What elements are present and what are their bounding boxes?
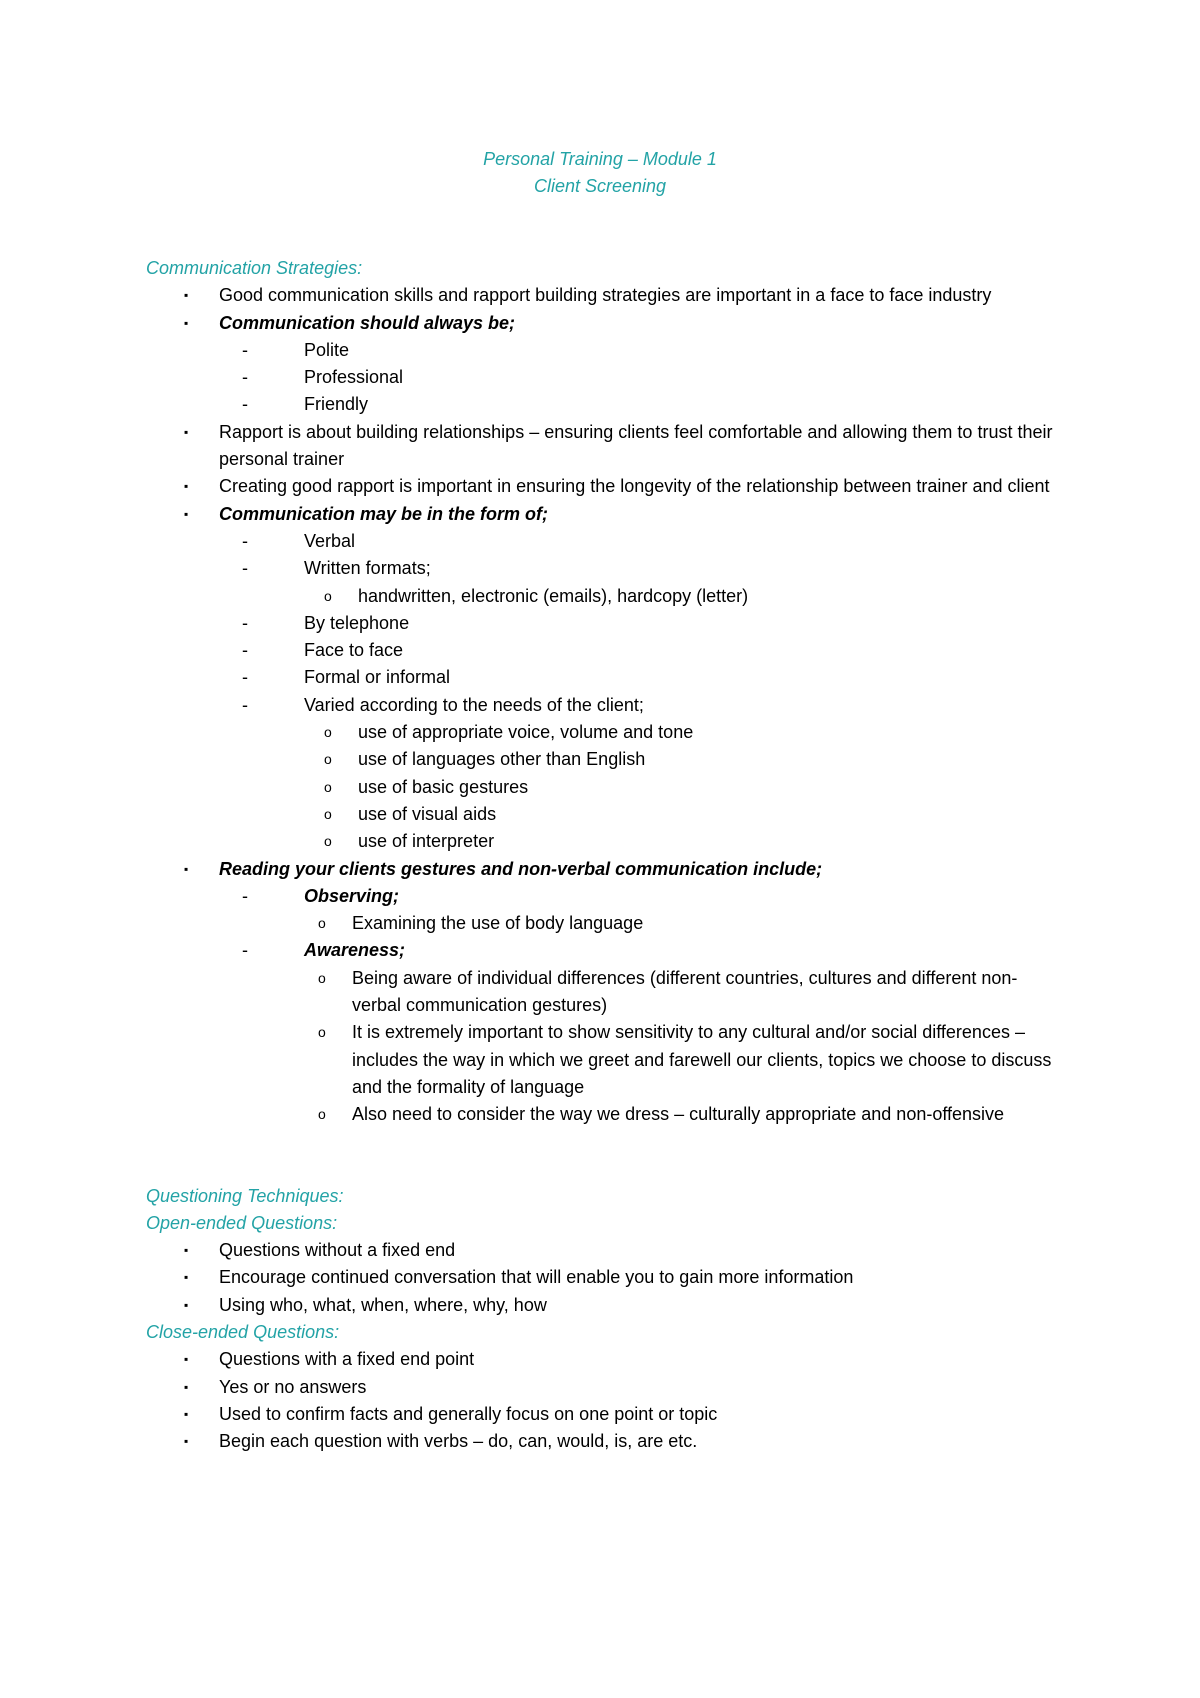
dash-bullet-icon: - — [242, 558, 248, 579]
sub-list-item: - Awareness; — [146, 937, 1066, 964]
square-bullet-icon: ▪ — [184, 479, 189, 494]
list-item: ▪ Using who, what, when, where, why, how — [146, 1292, 1066, 1319]
sub-list-item: - Formal or informal — [146, 664, 1066, 691]
sub-list-item: - Face to face — [146, 637, 1066, 664]
sub-list-item: - Observing; — [146, 883, 1066, 910]
sub-sub-list-item: o use of basic gestures — [146, 774, 1066, 801]
circle-bullet-icon: o — [324, 751, 332, 768]
dash-bullet-icon: - — [242, 367, 248, 388]
sub-sub-list-item: o use of appropriate voice, volume and tone — [146, 719, 1066, 746]
dash-bullet-icon: - — [242, 339, 248, 360]
document-subtitle: Client Screening — [533, 176, 667, 196]
square-bullet-icon: ▪ — [184, 861, 189, 876]
sub-sub-list-item: o use of visual aids — [146, 801, 1066, 828]
section-heading-questioning: Questioning Techniques: — [146, 1185, 344, 1206]
list-item: ▪ Reading your clients gestures and non-verbal communication include; — [146, 856, 1066, 883]
section-heading-communication: Communication Strategies: — [146, 258, 363, 278]
sub-sub-list-item: o use of languages other than English — [146, 746, 1066, 773]
dash-bullet-icon: - — [242, 940, 248, 961]
dash-bullet-icon: - — [242, 394, 248, 415]
circle-bullet-icon: o — [324, 778, 332, 795]
document-body — [146, 255, 1066, 1455]
sub-list-item: - Polite — [146, 337, 1066, 364]
sub-list-item: - Written formats; — [146, 555, 1066, 582]
square-bullet-icon: ▪ — [184, 1379, 189, 1394]
list-item: ▪ Questions with a fixed end point — [146, 1346, 1066, 1373]
list-item: ▪ Encourage continued conversation that will enable you to gain more information — [146, 1264, 1066, 1291]
square-bullet-icon: ▪ — [184, 1352, 189, 1367]
subheading-open-ended: Open-ended Questions: — [146, 1212, 338, 1233]
sub-sub-list-item: o handwritten, electronic (emails), hardcopy (letter) — [146, 583, 1066, 610]
dash-bullet-icon: - — [242, 640, 248, 661]
list-item: ▪ Begin each question with verbs – do, can, would, is, are etc. — [146, 1428, 1066, 1455]
sub-sub-list-item: o It is extremely important to show sensitivity to any cultural and/or social differences – includes the way in which we greet and farewell our clients, topics we choose to discuss and the formality of language — [146, 1019, 1066, 1101]
square-bullet-icon: ▪ — [184, 424, 189, 439]
dash-bullet-icon: - — [242, 667, 248, 688]
square-bullet-icon: ▪ — [184, 1297, 189, 1312]
sub-list-item: - Friendly — [146, 391, 1066, 418]
dash-bullet-icon: - — [242, 612, 248, 633]
list-item: ▪ Creating good rapport is important in ensuring the longevity of the relationship between trainer and client — [146, 473, 1066, 500]
list-item: ▪ Communication may be in the form of; — [146, 501, 1066, 528]
square-bullet-icon: ▪ — [184, 1406, 189, 1421]
list-item: ▪ Good communication skills and rapport building strategies are important in a face to face industry — [146, 282, 1066, 309]
spacer — [146, 1129, 1066, 1183]
square-bullet-icon: ▪ — [184, 315, 189, 330]
list-item: ▪ Communication should always be; — [146, 310, 1066, 337]
square-bullet-icon: ▪ — [184, 1270, 189, 1285]
document-title: Personal Training – Module 1 — [483, 149, 717, 169]
circle-bullet-icon: o — [318, 1024, 326, 1041]
sub-sub-list-item: o Examining the use of body language — [146, 910, 1066, 937]
square-bullet-icon: ▪ — [184, 1434, 189, 1449]
sub-list-item: - Professional — [146, 364, 1066, 391]
dash-bullet-icon: - — [242, 530, 248, 551]
sub-sub-list-item: o Being aware of individual differences (different countries, cultures and different non-verbal communication gestures) — [146, 965, 1066, 1020]
sub-list-item: - Varied according to the needs of the client; — [146, 692, 1066, 719]
square-bullet-icon: ▪ — [184, 288, 189, 303]
square-bullet-icon: ▪ — [184, 506, 189, 521]
subheading-close-ended: Close-ended Questions: — [146, 1321, 340, 1342]
list-item: ▪ Yes or no answers — [146, 1374, 1066, 1401]
circle-bullet-icon: o — [324, 805, 332, 822]
circle-bullet-icon: o — [318, 915, 326, 932]
circle-bullet-icon: o — [318, 969, 326, 986]
dash-bullet-icon: - — [242, 885, 248, 906]
sub-sub-list-item: o use of interpreter — [146, 828, 1066, 855]
list-item: ▪ Questions without a fixed end — [146, 1237, 1066, 1264]
sub-list-item: - By telephone — [146, 610, 1066, 637]
dash-bullet-icon: - — [242, 694, 248, 715]
circle-bullet-icon: o — [324, 833, 332, 850]
title-block — [0, 146, 1200, 200]
square-bullet-icon: ▪ — [184, 1243, 189, 1258]
circle-bullet-icon: o — [324, 587, 332, 604]
list-item: ▪ Rapport is about building relationships – ensuring clients feel comfortable and allowing them to trust their personal trainer — [146, 419, 1066, 474]
circle-bullet-icon: o — [318, 1106, 326, 1123]
sub-sub-list-item: o Also need to consider the way we dress – culturally appropriate and non-offensive — [146, 1101, 1066, 1128]
sub-list-item: - Verbal — [146, 528, 1066, 555]
circle-bullet-icon: o — [324, 724, 332, 741]
list-item: ▪ Used to confirm facts and generally focus on one point or topic — [146, 1401, 1066, 1428]
